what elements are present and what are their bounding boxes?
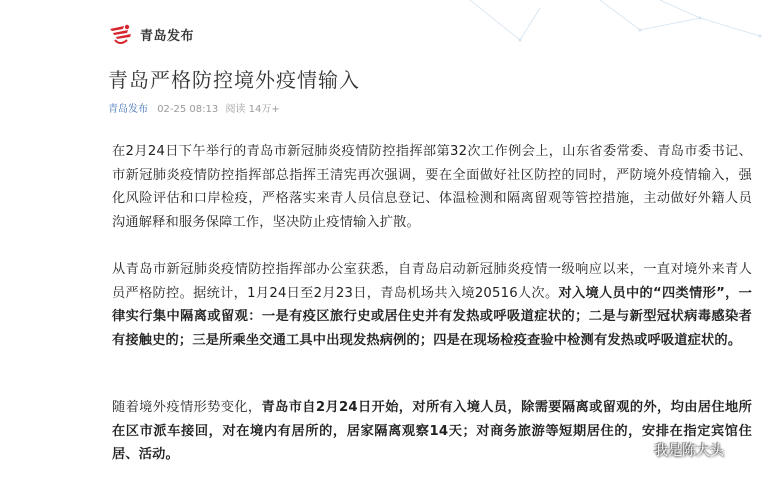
article-paragraph-2 — [112, 258, 752, 352]
qingdao-fabu-logo-icon[interactable] — [106, 20, 134, 48]
paragraph-bold-text: 青岛市自2月24日开始，对所有入境人员，除需要隔离或留观的外，均由居住地所在区市派车接回，对在境内有居所的，居家隔离观察14天；对商务旅游等短期居住的，安排在指定宾馆住居、活动。 — [112, 400, 752, 462]
article-paragraph-1 — [112, 140, 752, 234]
account-name[interactable]: 青岛发布 — [140, 28, 195, 44]
meta-reads: 阅读 14万+ — [225, 104, 280, 115]
paragraph-text: 随着境外疫情形势变化， — [112, 400, 262, 415]
meta-datetime: 02-25 08:13 — [157, 104, 219, 115]
watermark — [626, 440, 724, 460]
meta-source-link[interactable]: 青岛发布 — [108, 104, 148, 115]
paragraph-text: 从青岛市新冠肺炎疫情防控指挥部办公室获悉，自青岛启动新冠肺炎疫情一级响应以来，一直对境外来青人员严格防控。据统计，1月24日至2月23日，青岛机场共入境20516人次。 — [112, 262, 752, 301]
article-title: 青岛严格防控境外疫情输入 — [108, 68, 360, 92]
paragraph-bold-text: 对入境人员中的“四类情形”，一律实行集中隔离或留观：一是有疫区旅行史或居住史并有发热或呼吸道症状的；二是与新型冠状病毒感染者有接触史的；三是所乘坐交通工具中出现发热病例的；四是在现场检疫查验中检测有发热或呼吸道症状的。 — [112, 285, 752, 348]
account-header — [106, 19, 194, 49]
wechat-icon — [626, 441, 648, 459]
watermark-text: 我是陈大头 — [654, 443, 724, 459]
paragraph-text: 在2月24日下午举行的青岛市新冠肺炎疫情防控指挥部第32次工作例会上，山东省委常委、青岛市委书记、市新冠肺炎疫情防控指挥部总指挥王清宪再次强调，要在全面做好社区防控的同时，严防境外疫情输入，强化风险评估和口岸检疫，严格落实来青人员信息登记、体温检测和隔离留观等管控措施，主动做好外籍人员沟通解释和服务保障工作，坚决防止疫情输入扩散。 — [112, 144, 752, 230]
article-meta — [108, 100, 284, 115]
